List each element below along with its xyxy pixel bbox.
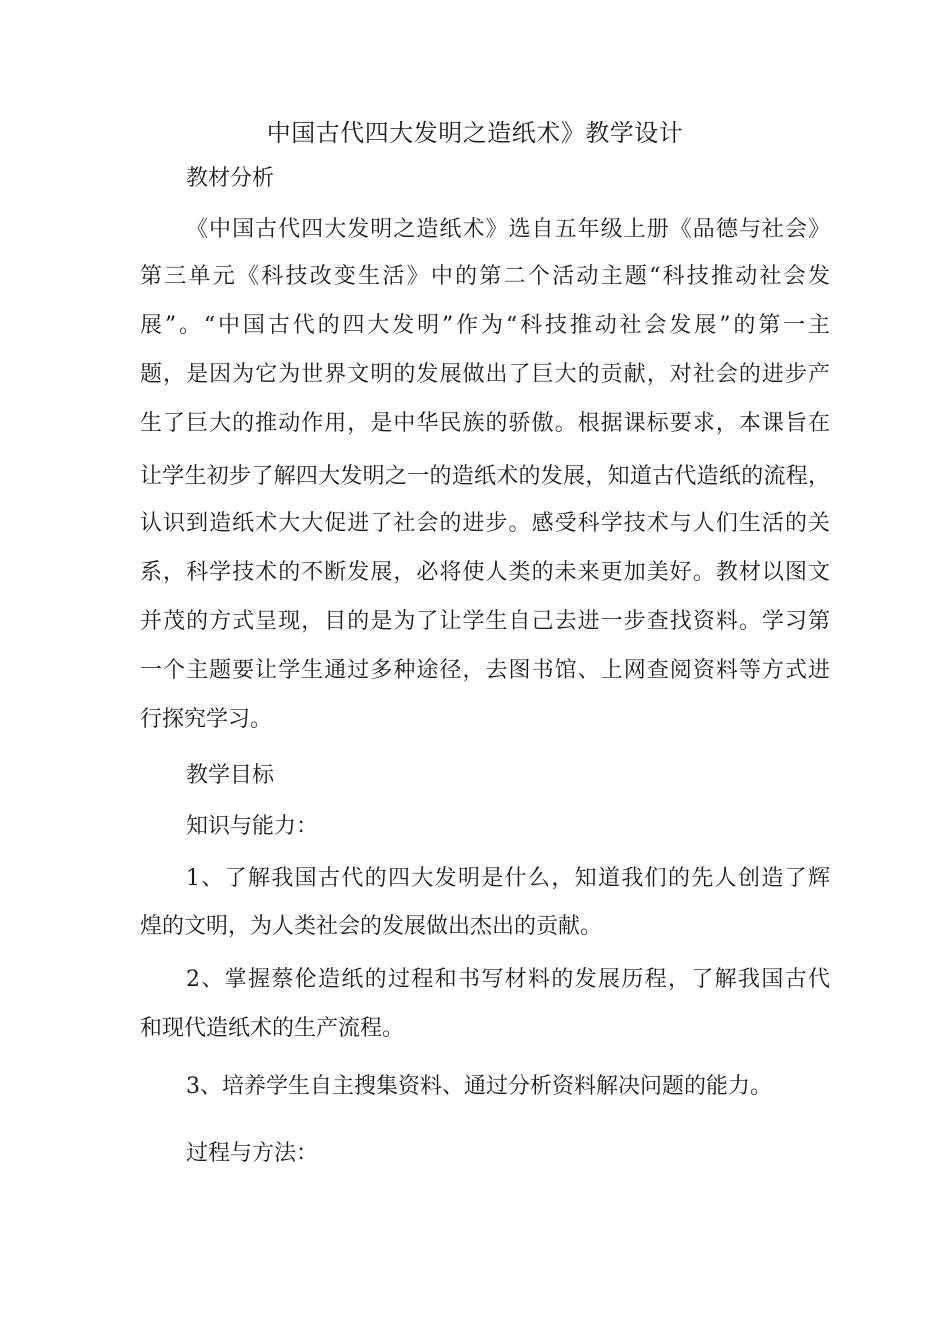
subsection-heading-process: 过程与方法： <box>186 1141 319 1166</box>
goal-line: 1、了解我国古代的四大发明是什么，知道我们的先人创造了辉 <box>186 866 830 891</box>
goal-line: 煌的文明，为人类社会的发展做出杰出的贡献。 <box>140 914 603 939</box>
paragraph-line: 一个主题要让学生通过多种途径，去图书馆、上网查阅资料等方式进 <box>140 658 830 683</box>
paragraph-line: 系，科学技术的不断发展，必将使人类的未来更加美好。教材以图文 <box>140 560 830 585</box>
goal-item-3: 3、培养学生自主搜集资料、通过分析资料解决问题的能力。 <box>186 1074 772 1099</box>
subsection-heading-knowledge: 知识与能力： <box>186 814 319 839</box>
paragraph-line: 第三单元《科技改变生活》中的第二个活动主题“科技推动社会发 <box>140 264 830 289</box>
paragraph-line: 并茂的方式呈现，目的是为了让学生自己去进一步查找资料。学习第 <box>140 609 830 634</box>
paragraph-line: 认识到造纸术大大促进了社会的进步。感受科学技术与人们生活的关 <box>140 511 830 536</box>
section-heading-teaching-goals: 教学目标 <box>186 763 275 788</box>
paragraph-line: 行探究学习。 <box>140 707 273 732</box>
paragraph-line: 题，是因为它为世界文明的发展做出了巨大的贡献，对社会的进步产 <box>140 362 830 387</box>
paragraph-line: 《中国古代四大发明之造纸术》选自五年级上册《品德与社会》 <box>186 217 830 242</box>
section-heading-material-analysis: 教材分析 <box>186 166 275 191</box>
paragraph-line: 展”。“中国古代的四大发明”作为“科技推动社会发展”的第一主 <box>140 313 830 338</box>
goal-line: 2、掌握蔡伦造纸的过程和书写材料的发展历程，了解我国古代 <box>186 967 830 992</box>
paragraph-line: 生了巨大的推动作用，是中华民族的骄傲。根据课标要求，本课旨在 <box>140 411 830 436</box>
paragraph-line: 让学生初步了解四大发明之一的造纸术的发展，知道古代造纸的流程， <box>140 464 830 489</box>
document-title: 中国古代四大发明之造纸术》教学设计 <box>266 119 684 147</box>
goal-line: 和现代造纸术的生产流程。 <box>140 1016 405 1041</box>
